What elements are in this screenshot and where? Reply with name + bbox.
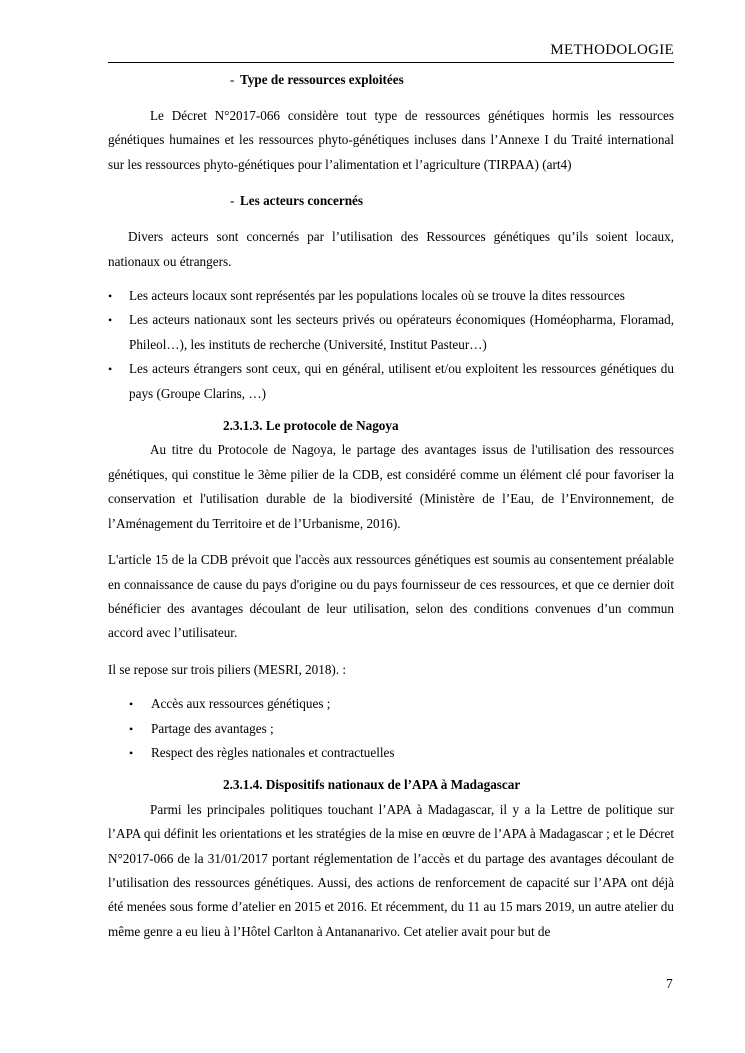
paragraph-nagoya-2: L'article 15 de la CDB prévoit que l'accès aux ressources génétiques est soumis au consentement préalable en connaissance de cause du pays d'origine ou du pays fournisseur de ces ressources, et que ce dernier doit bénéficier des avantages découlant de leur utilisation, selon des conditions convenues d’un commun accord avec l’utilisateur. — [108, 552, 674, 641]
section-title-dispositifs: 2.3.1.4. Dispositifs nationaux de l’APA à Madagascar — [223, 777, 521, 793]
list-item: • Les acteurs étrangers sont ceux, qui en général, utilisent et/ou exploitent les ressources génétiques du pays (Groupe Clarins, …) — [108, 357, 674, 406]
paragraph-nagoya-3: Il se repose sur trois piliers (MESRI, 2018). : — [108, 661, 347, 677]
page-content — [108, 68, 674, 944]
list-item: • Respect des règles nationales et contractuelles — [108, 741, 674, 765]
list-item: • Les acteurs locaux sont représentés par les populations locales où se trouve la dites ressources — [108, 284, 674, 308]
section-title-nagoya: 2.3.1.3. Le protocole de Nagoya — [223, 418, 399, 434]
list-item: • Accès aux ressources génétiques ; — [108, 692, 674, 716]
paragraph-dispositifs-1: Parmi les principales politiques touchant l’APA à Madagascar, il y a la Lettre de politique sur l’APA qui définit les orientations et les stratégies de la mise en œuvre de l’APA à Madagascar ; et le Décret N°2017-066 de la 31/01/2017 portant réglementation de l’accès et du partage des avantages découlant de l’utilisation des ressources génétiques. Aussi, des actions de renforcement de capacité sur l’APA ont déjà été menées sous forme d’atelier en 2015 et 2016. Et récemment, du 11 au 15 mars 2019, un autre atelier du même genre a eu lieu à l’Hôtel Carlton à Antananarivo. Cet atelier avait pour but de — [108, 801, 674, 939]
heading-dash: - — [230, 72, 235, 87]
header-title: METHODOLOGIE — [550, 42, 674, 58]
paragraph-type-ressources: Le Décret N°2017-066 considère tout type de ressources génétiques hormis les ressources génétiques humaines et les ressources phyto-génétiques incluses dans l’Annexe I du Traité international sur les ressources phyto-génétiques pour l’alimentation et l’agriculture (TIRPAA) (art4) — [108, 108, 674, 172]
acteurs-list — [108, 284, 674, 406]
subheading-text: Type de ressources exploitées — [240, 72, 404, 87]
subheading-text: Les acteurs concernés — [240, 193, 364, 209]
page-header — [108, 42, 674, 63]
page-number: 7 — [666, 976, 673, 991]
paragraph-acteurs-intro: Divers acteurs sont concernés par l’utilisation des Ressources génétiques qu’ils soient locaux, nationaux ou étrangers. — [108, 229, 674, 269]
paragraph-nagoya-1: Au titre du Protocole de Nagoya, le partage des avantages issus de l'utilisation des ressources génétiques, qui constitue le 3ème pilier de la CDB, est considéré comme un élément clé pour favoriser la conservation et l'utilisation durable de la biodiversité (Ministère de l’Eau, de l’Environnement, de l’Aménagement du Territoire et de l’Urbanisme, 2016). — [108, 442, 674, 531]
subheading-acteurs — [108, 189, 674, 213]
heading-dash: - — [230, 193, 235, 209]
piliers-list — [108, 692, 674, 765]
list-item: • Partage des avantages ; — [108, 717, 674, 741]
subheading-type-ressources — [108, 68, 674, 92]
list-item: • Les acteurs nationaux sont les secteurs privés ou opérateurs économiques (Homéopharma, Floramad, Phileol…), les instituts de recherche (Université, Institut Pasteur…) — [108, 308, 674, 357]
